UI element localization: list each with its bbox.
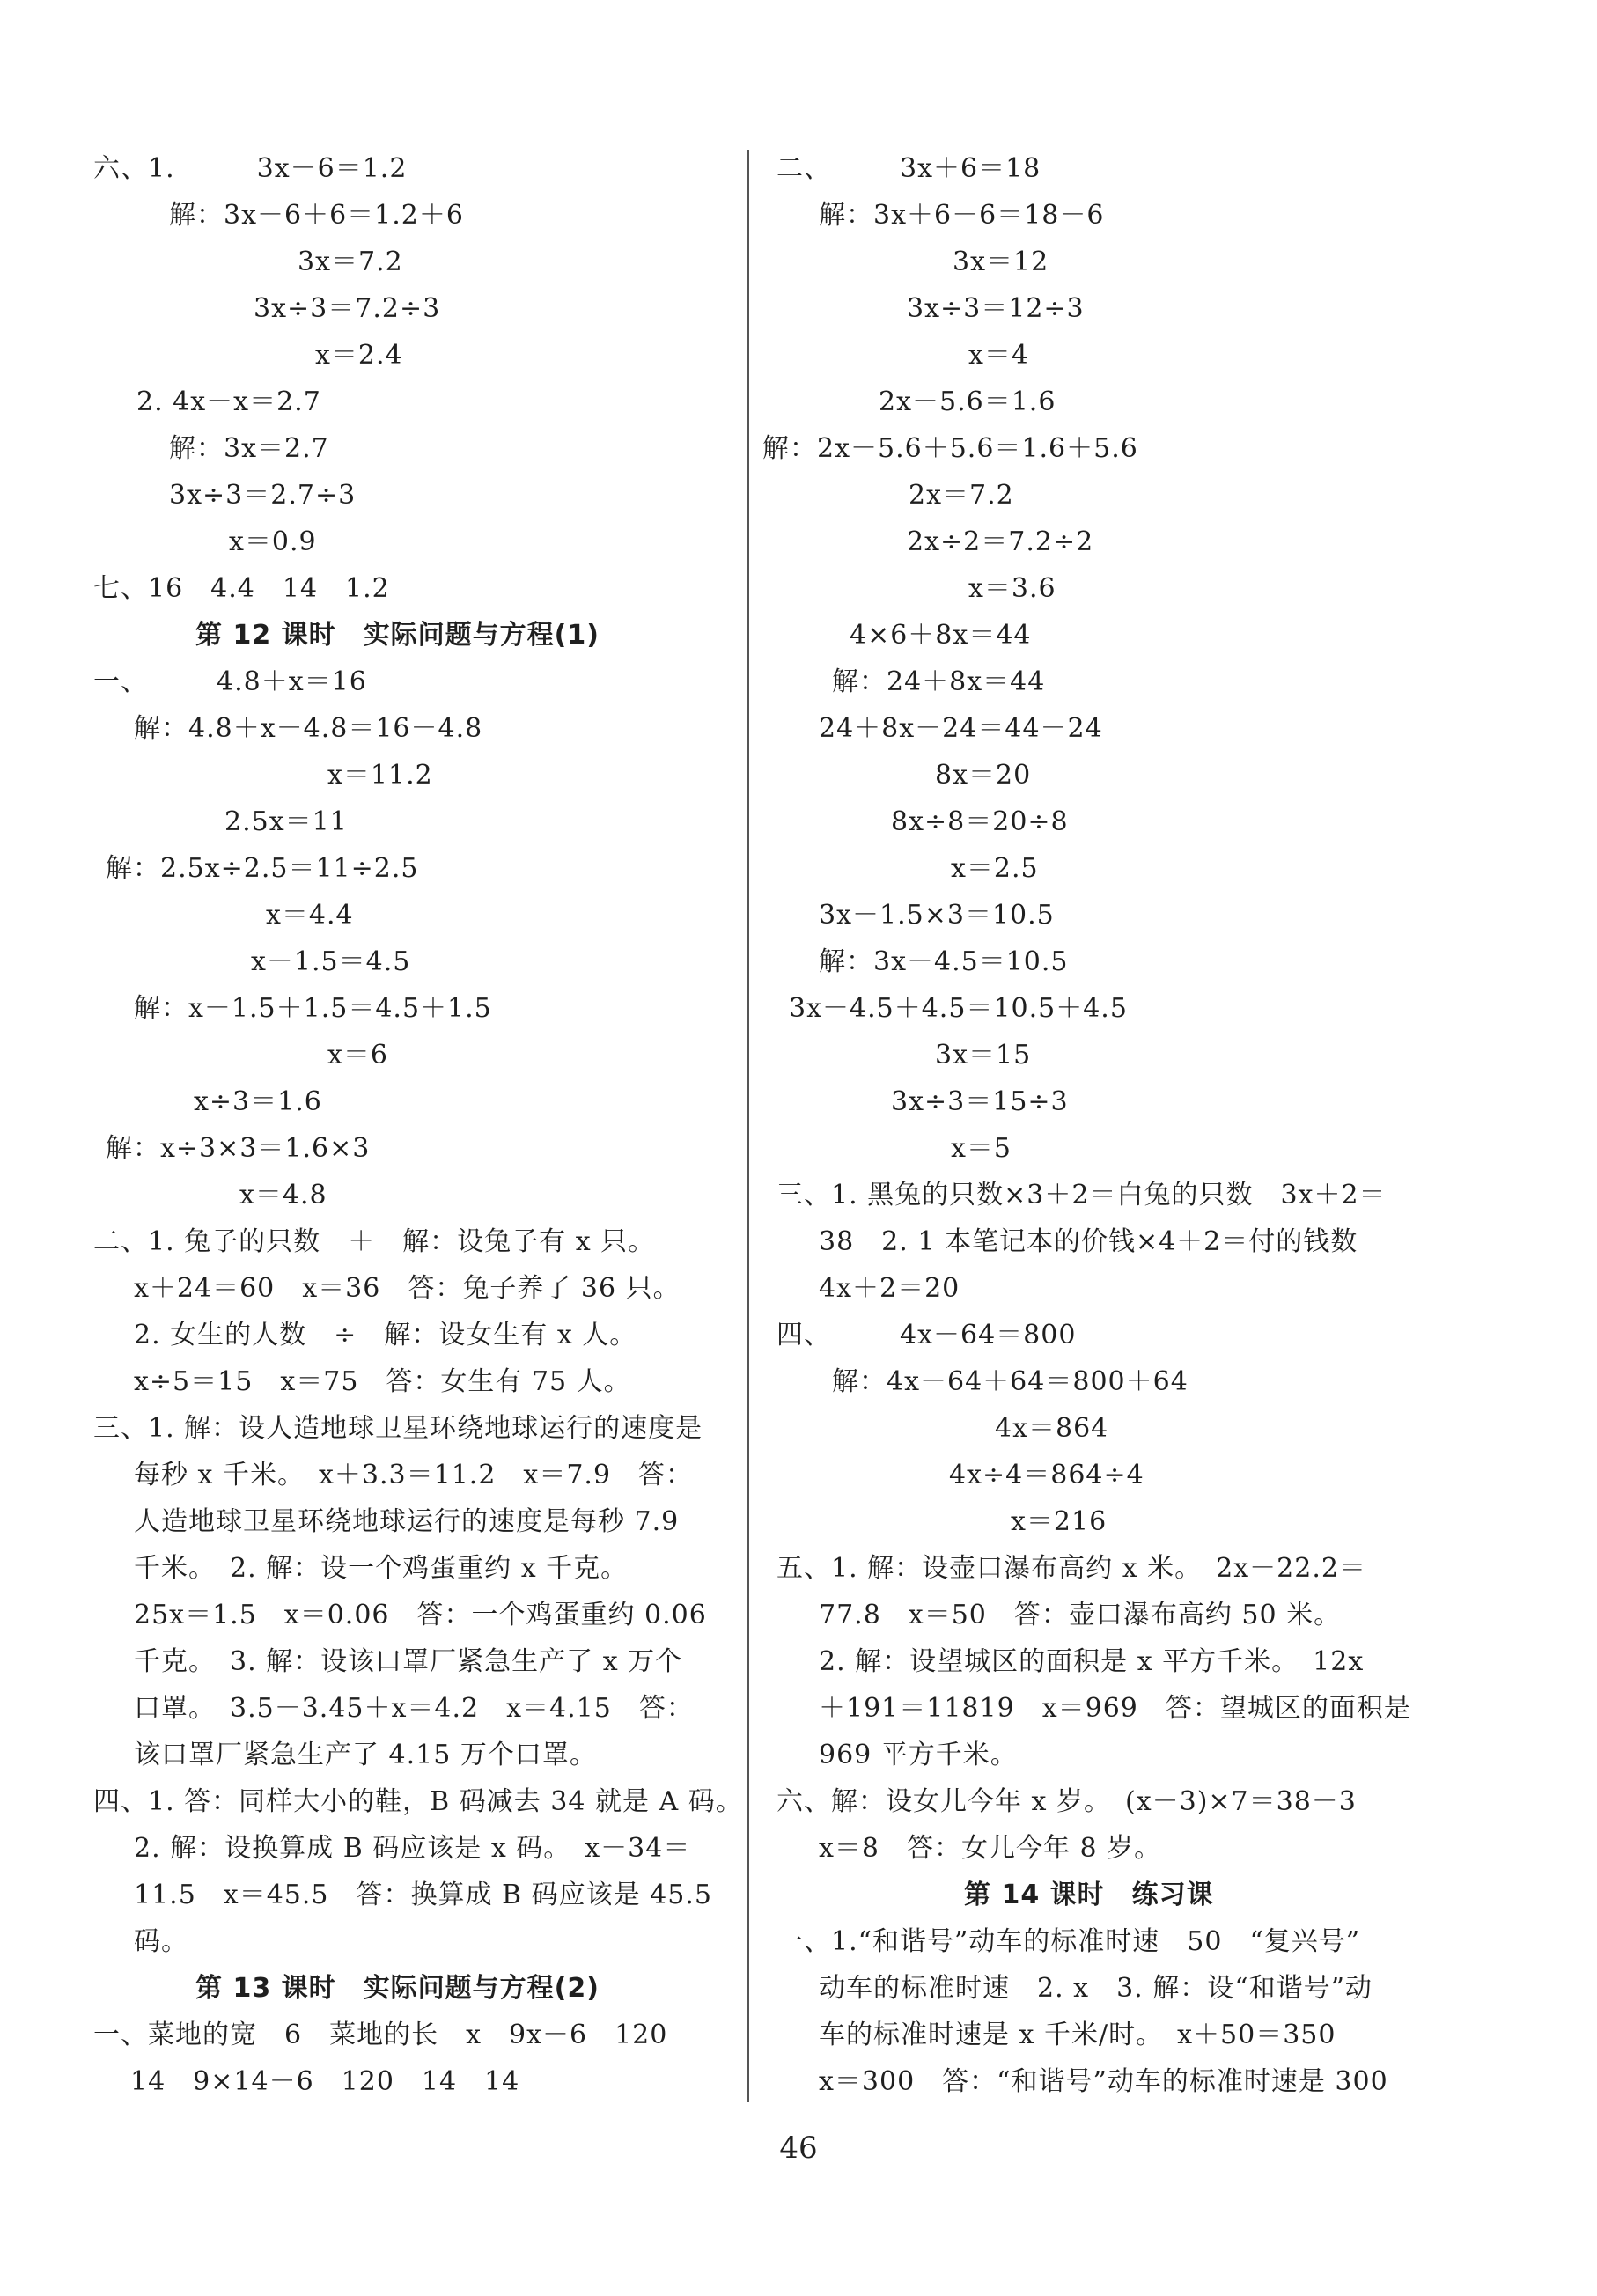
text-line: 8x÷8＝20÷8	[891, 806, 1069, 837]
text-line: 四、1. 答：同样大小的鞋，B 码减去 34 就是 A 码。	[93, 1786, 743, 1817]
text-line: 该口罩厂紧急生产了 4.15 万个口罩。	[134, 1740, 597, 1770]
text-line: x＝300 答：“和谐号”动车的标准时速是 300	[819, 2066, 1388, 2097]
text-line: 解：4x－64＋64＝800＋64	[832, 1366, 1189, 1397]
text-line: 14 9×14－6 120 14 14	[130, 2066, 520, 2097]
text-line: 3x－1.5×3＝10.5	[819, 900, 1055, 931]
text-line: 25x＝1.5 x＝0.06 答：一个鸡蛋重约 0.06	[134, 1600, 707, 1630]
text-line: x＝4.4	[266, 900, 354, 931]
section-heading: 第 13 课时 实际问题与方程(2)	[195, 1973, 600, 2004]
text-line: 解：x－1.5＋1.5＝4.5＋1.5	[134, 993, 492, 1024]
text-line: 3x＝7.2	[298, 247, 403, 277]
text-line: 动车的标准时速 2. x 3. 解：设“和谐号”动	[819, 1973, 1373, 2004]
text-line: 4x＋2＝20	[819, 1273, 960, 1304]
text-line: x＝6	[327, 1040, 389, 1071]
text-line: 二、1. 兔子的只数 ＋ 解：设兔子有 x 只。	[93, 1226, 656, 1257]
text-line: 一、菜地的宽 6 菜地的长 x 9x－6 120	[93, 2020, 668, 2050]
page-number: 46	[779, 2130, 818, 2166]
column-divider	[747, 150, 749, 2102]
text-line: 一、 4.8＋x＝16	[93, 666, 367, 697]
text-line: 11.5 x＝45.5 答：换算成 B 码应该是 45.5	[134, 1880, 712, 1910]
text-line: 六、1. 3x－6＝1.2	[93, 153, 408, 184]
text-line: 8x＝20	[935, 760, 1032, 791]
text-line: 解：2.5x÷2.5＝11÷2.5	[106, 853, 419, 884]
section-heading: 第 12 课时 实际问题与方程(1)	[195, 620, 600, 651]
text-line: x＝2.4	[315, 340, 403, 371]
text-line: 码。	[134, 1926, 188, 1957]
text-line: 3x÷3＝7.2÷3	[254, 293, 441, 324]
text-line: 车的标准时速是 x 千米/时。 x＋50＝350	[819, 2020, 1336, 2050]
text-line: 解：24＋8x＝44	[832, 666, 1046, 697]
text-line: x＝8 答：女儿今年 8 岁。	[819, 1833, 1162, 1864]
text-line: 3x＝12	[953, 247, 1049, 277]
text-line: 3x－4.5＋4.5＝10.5＋4.5	[789, 993, 1128, 1024]
text-line: 38 2. 1 本笔记本的价钱×4＋2＝付的钱数	[819, 1226, 1358, 1257]
text-line: 2.5x＝11	[224, 806, 348, 837]
text-line: 六、解：设女儿今年 x 岁。 (x－3)×7＝38－3	[776, 1786, 1357, 1817]
text-line: 千克。 3. 解：设该口罩厂紧急生产了 x 万个	[134, 1646, 683, 1677]
text-line: 解：4.8＋x－4.8＝16－4.8	[134, 713, 483, 744]
text-line: 2x＝7.2	[909, 480, 1014, 511]
text-line: 3x÷3＝15÷3	[891, 1086, 1069, 1117]
text-line: 2. 女生的人数 ÷ 解：设女生有 x 人。	[134, 1320, 637, 1350]
text-line: 一、1.“和谐号”动车的标准时速 50 “复兴号”	[776, 1926, 1361, 1957]
text-line: 解：x÷3×3＝1.6×3	[106, 1133, 371, 1164]
text-line: 3x＝15	[935, 1040, 1032, 1071]
text-line: 77.8 x＝50 答：壶口瀑布高约 50 米。	[819, 1600, 1342, 1630]
text-line: 4x÷4＝864÷4	[949, 1460, 1144, 1490]
text-line: 2x－5.6＝1.6	[879, 386, 1056, 417]
section-heading: 第 14 课时 练习课	[964, 1880, 1214, 1910]
text-line: x＝4.8	[239, 1180, 327, 1211]
text-line: 解：3x＝2.7	[169, 433, 329, 464]
text-line: 3x÷3＝2.7÷3	[169, 480, 357, 511]
text-line: 2x÷2＝7.2÷2	[907, 526, 1094, 557]
text-line: 4x＝864	[995, 1413, 1109, 1444]
text-line: x÷5＝15 x＝75 答：女生有 75 人。	[134, 1366, 631, 1397]
text-line: 24＋8x－24＝44－24	[819, 713, 1103, 744]
text-line: x＝5	[951, 1133, 1012, 1164]
text-line: x＝0.9	[229, 526, 317, 557]
text-line: 解：3x＋6－6＝18－6	[819, 200, 1105, 231]
text-line: 3x÷3＝12÷3	[907, 293, 1085, 324]
text-line: x÷3＝1.6	[194, 1086, 322, 1117]
text-line: 三、1. 黑兔的只数×3＋2＝白兔的只数 3x＋2＝	[776, 1180, 1387, 1211]
text-line: 4×6＋8x＝44	[850, 620, 1032, 651]
text-line: x＝3.6	[968, 573, 1056, 604]
text-line: 解：3x－6＋6＝1.2＋6	[169, 200, 464, 231]
text-line: x－1.5＝4.5	[251, 946, 411, 977]
text-line: 二、 3x＋6＝18	[776, 153, 1041, 184]
text-line: 2. 4x－x＝2.7	[136, 386, 321, 417]
text-line: x＝4	[968, 340, 1030, 371]
text-line: 四、 4x－64＝800	[776, 1320, 1077, 1350]
text-line: ＋191＝11819 x＝969 答：望城区的面积是	[819, 1693, 1411, 1724]
text-line: 解：3x－4.5＝10.5	[819, 946, 1069, 977]
text-line: 2. 解：设换算成 B 码应该是 x 码。 x－34＝	[134, 1833, 691, 1864]
text-line: x＝216	[1011, 1506, 1108, 1537]
text-line: 千米。 2. 解：设一个鸡蛋重约 x 千克。	[134, 1553, 629, 1584]
text-line: x＝11.2	[327, 760, 433, 791]
text-line: x＝2.5	[951, 853, 1039, 884]
text-line: 人造地球卫星环绕地球运行的速度是每秒 7.9	[134, 1506, 680, 1537]
text-line: x＋24＝60 x＝36 答：兔子养了 36 只。	[134, 1273, 681, 1304]
text-line: 2. 解：设望城区的面积是 x 平方千米。 12x	[819, 1646, 1365, 1677]
text-line: 口罩。 3.5－3.45＋x＝4.2 x＝4.15 答：	[134, 1693, 694, 1724]
text-line: 每秒 x 千米。 x＋3.3＝11.2 x＝7.9 答：	[134, 1460, 694, 1490]
text-line: 969 平方千米。	[819, 1740, 1018, 1770]
text-line: 七、16 4.4 14 1.2	[93, 573, 390, 604]
text-line: 解：2x－5.6＋5.6＝1.6＋5.6	[762, 433, 1138, 464]
text-line: 三、1. 解：设人造地球卫星环绕地球运行的速度是	[93, 1413, 703, 1444]
text-line: 五、1. 解：设壶口瀑布高约 x 米。 2x－22.2＝	[776, 1553, 1366, 1584]
